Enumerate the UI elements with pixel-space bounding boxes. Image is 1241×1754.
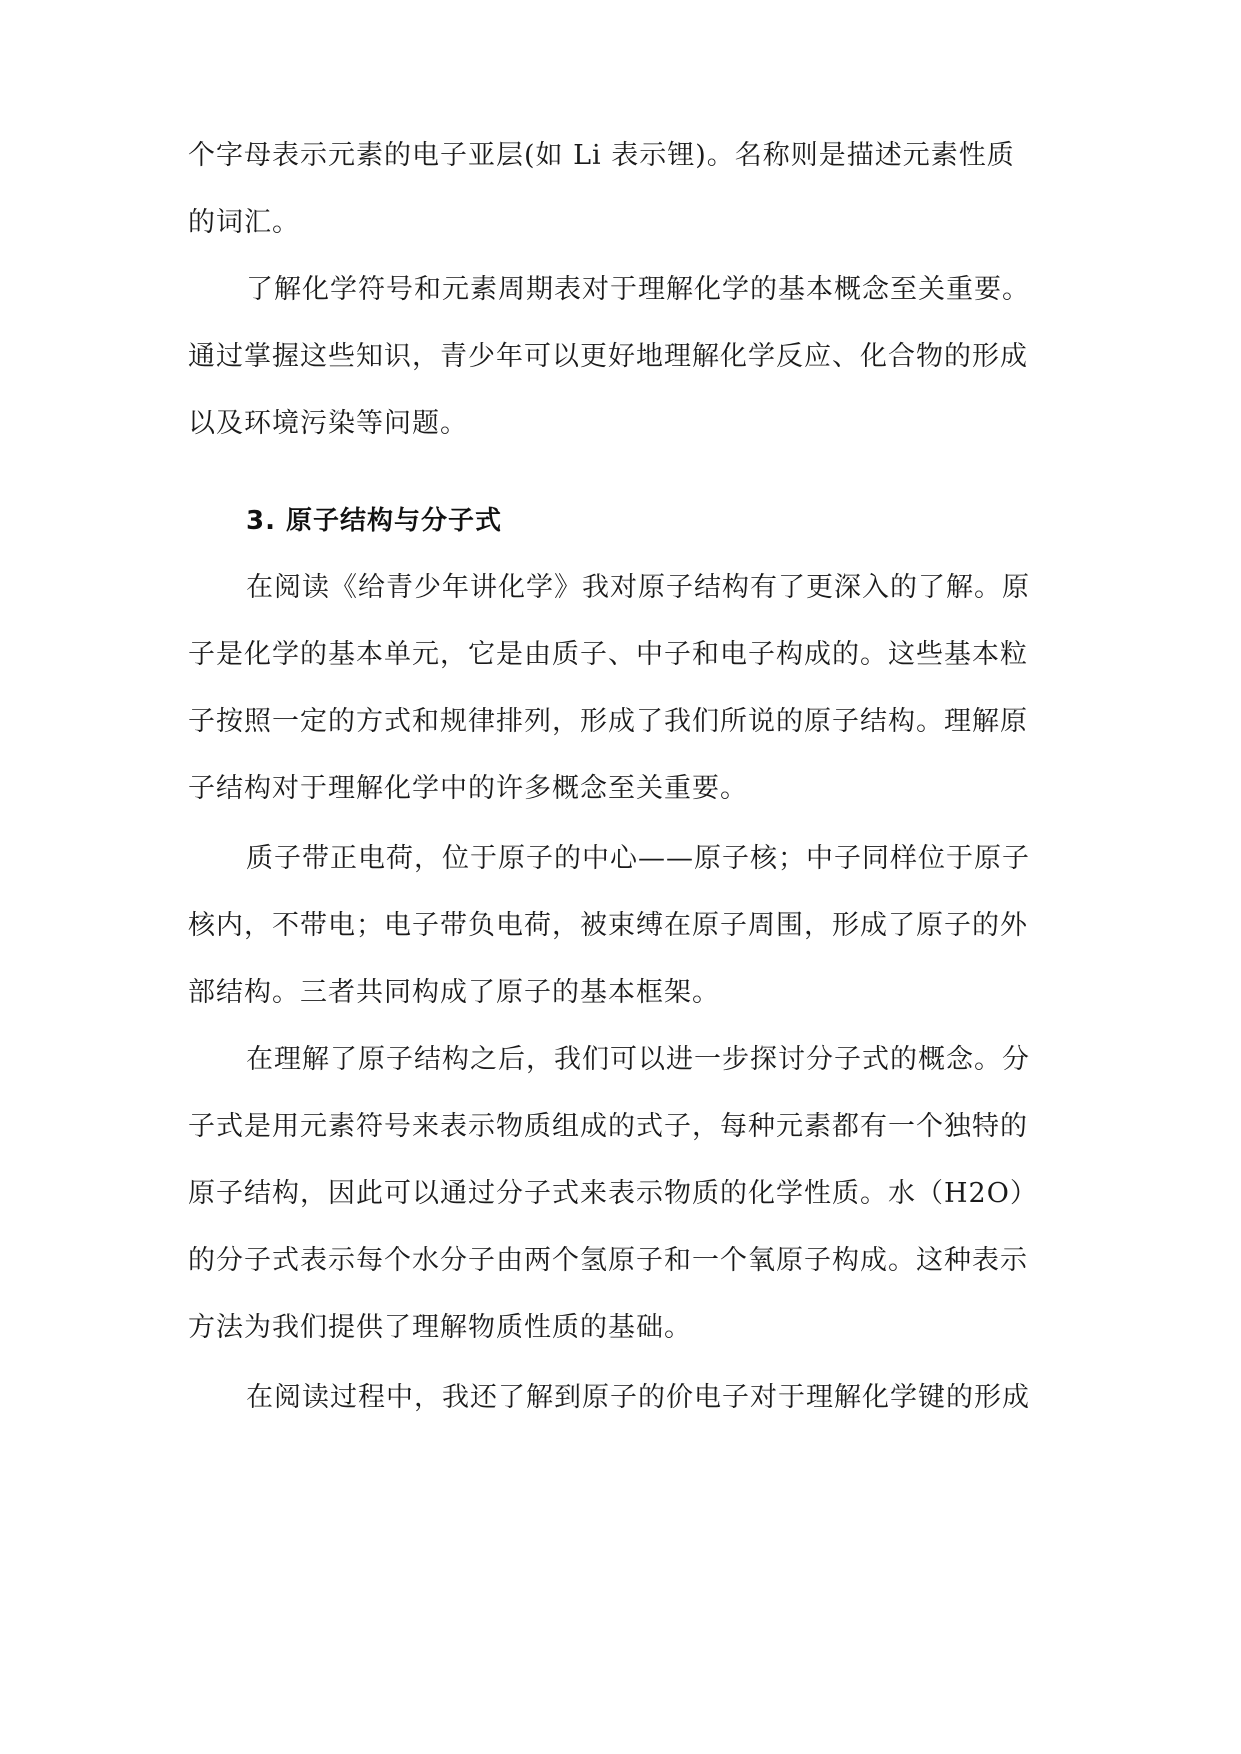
- formula-line-4: 的分子式表示每个水分子由两个氢原子和一个氧原子构成。这种表示: [188, 1245, 1028, 1276]
- atom-structure-line-4: 子结构对于理解化学中的许多概念至关重要。: [188, 773, 748, 804]
- valence-line-1: 在阅读过程中，我还了解到原子的价电子对于理解化学键的形成: [246, 1382, 1030, 1413]
- symbols-line-3: 以及环境污染等问题。: [188, 408, 468, 439]
- section-heading: 3. 原子结构与分子式: [246, 506, 503, 536]
- atom-structure-line-2: 子是化学的基本单元，它是由质子、中子和电子构成的。这些基本粒: [188, 639, 1028, 670]
- particles-line-1: 质子带正电荷，位于原子的中心——原子核；中子同样位于原子: [246, 843, 1030, 874]
- atom-structure-line-1: 在阅读《给青少年讲化学》我对原子结构有了更深入的了解。原: [246, 572, 1030, 603]
- formula-line-3: 原子结构，因此可以通过分子式来表示物质的化学性质。水（H2O）: [188, 1178, 1038, 1209]
- particles-line-3: 部结构。三者共同构成了原子的基本框架。: [188, 977, 720, 1008]
- formula-line-2: 子式是用元素符号来表示物质组成的式子，每种元素都有一个独特的: [188, 1111, 1028, 1142]
- symbols-line-1: 了解化学符号和元素周期表对于理解化学的基本概念至关重要。: [246, 274, 1030, 305]
- intro-line-2: 的词汇。: [188, 207, 300, 238]
- particles-line-2: 核内，不带电；电子带负电荷，被束缚在原子周围，形成了原子的外: [188, 910, 1028, 941]
- formula-line-1: 在理解了原子结构之后，我们可以进一步探讨分子式的概念。分: [246, 1044, 1030, 1075]
- intro-line-1: 个字母表示元素的电子亚层(如 Li 表示锂)。名称则是描述元素性质: [188, 140, 1015, 171]
- formula-line-5: 方法为我们提供了理解物质性质的基础。: [188, 1312, 692, 1343]
- symbols-line-2: 通过掌握这些知识，青少年可以更好地理解化学反应、化合物的形成: [188, 341, 1028, 372]
- atom-structure-line-3: 子按照一定的方式和规律排列，形成了我们所说的原子结构。理解原: [188, 706, 1028, 737]
